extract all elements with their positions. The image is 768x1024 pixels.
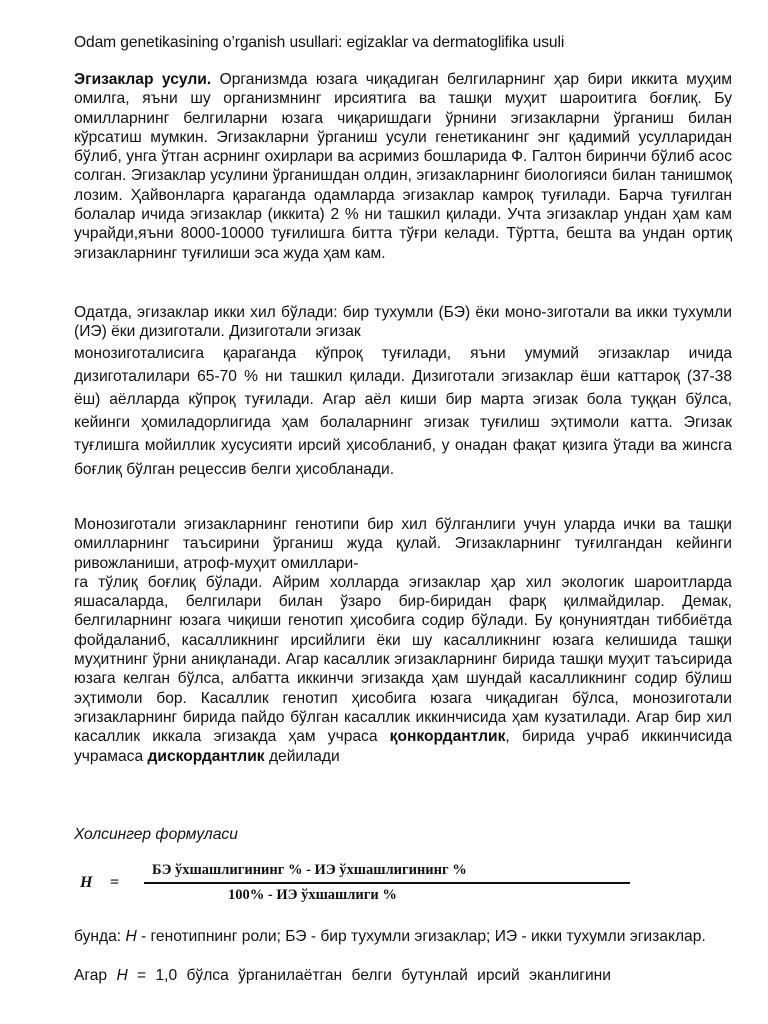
paragraph-twin-types	[74, 303, 732, 481]
twin-types-text: монозиготалисига қараганда кўпроқ туғилади, яъни умумий эгизаклар ичида дизиготалилари 65-70 % ни ташкил қилади. Дизиготали эгизаклар ёши каттароқ (37-38 ёш) аёлларда кўпроқ туғилади. Агар аёл киши бир марта эгизак бола туққан бўлса, кейинги ҳомиладорлигида ҳам болаларнинг эгизак туғилиш эҳтимоли катта. Эгизак туғлишга мойиллик хусусияти ирсий ҳисобланиб, у онадан фақат қизига ўтади ва жинсга боғлиқ бўлган рецессив белги ҳисобланади.	[74, 344, 732, 478]
formula-equals: =	[110, 874, 120, 891]
paragraph-interpretation	[74, 966, 732, 985]
legend-variable: H	[125, 928, 137, 945]
twin-types-line1: Одатда, эгизаклар икки хил бўлади: бир тухумли (БЭ) ёки моно-зиготали ва икки тухумли (ИЭ) ёки дизиготали. Дизиготали эгизак	[74, 304, 732, 341]
formula-numerator: БЭ ўхшашлигининг % - ИЭ ўхшашлигининг %	[152, 862, 467, 878]
formula-lhs: H	[80, 874, 93, 891]
interpretation-variable: H	[116, 967, 128, 984]
holzinger-formula-heading: Холсингер формуласи	[74, 826, 238, 843]
document-title: Odam genetikasining o’rganish usullari: egizaklar va dermatoglifika usuli	[74, 34, 565, 51]
twin-method-heading: Эгизаклар усули.	[74, 71, 212, 88]
interpretation-prefix: Агар	[74, 967, 117, 984]
term-discordance: дискордантлик	[147, 747, 265, 765]
monozygotic-text-2: га тўлиқ боғлиқ бўлади. Айрим холларда эгизаклар ҳар хил экологик шароитларда яшасаларда, белгилари билан ўзаро бир-биридан фарқ қилмайдилар. Демак, белгиларнинг юзага чиқиши генотип ҳисобига содир бўлади. Бу қонуниятдан тиббиётда фойдаланиб, касалликнинг ирсийлиги ёки шу касалликнинг юзага келишида ташқи муҳитнинг ўрни аниқланади. Агар касаллик эгизакларнинг бирида ташқи муҳит таъсирида юзага келган бўлса, албатта иккинчи эгизакда ҳам шундай касалликнинг содир бўлиш эҳтимоли бор. Касаллик генотип ҳисобига юзага чиқадиган бўлса, монозиготали эгизакларнинг бирида пайдо бўлган касаллик иккинчисида ҳам кузатилади. Агар бир хил касаллик иккала эгизакда ҳам учраса	[74, 573, 732, 746]
twin-method-text: Организмда юзага чиқадиган белгиларнинг ҳар бири иккита муҳим омилга, яъни шу организмнинг ирсиятига ва ташқи муҳит шароитига боғлиқ. Бу омилларнинг белгиларни юзага чиқаришдаги ўрнини эгизакларни ўрганиш билан кўрсатиш мумкин. Эгизакларни ўрганиш усули генетиканинг энг қадимий усулларидан бўлиб, унга ўтган асрнинг охирлари ва асримиз бошларида Ф. Галтон биринчи бўлиб асос солган. Эгизаклар усулини ўрганишдан олдин, эгизакларнинг биологияси билан танишмоқ лозим. Ҳайвонларга қараганда одамларда эгизаклар камроқ туғилади. Барча туғилган болалар ичида эгизаклар (иккита) 2 % ни ташкил қилади. Учта эгизаклар ундан ҳам кам учрайди,яъни 8000-10000 туғилишга битта тўғри келади. Тўртта, бешта ва ундан ортиқ эгизакларнинг туғилиши эса жуда ҳам кам.	[74, 71, 733, 262]
legend-prefix: бунда:	[74, 928, 126, 945]
paragraph-legend	[74, 927, 732, 946]
monozygotic-text-4: дейилади	[264, 747, 340, 765]
holzinger-formula	[80, 862, 580, 912]
paragraph-monozygotic	[74, 515, 732, 766]
fraction-bar	[144, 882, 630, 884]
interpretation-text: = 1,0 бўлса ўрганилаётган белги бутунлай ирсий эканлигини	[127, 967, 612, 984]
paragraph-twin-method	[74, 70, 732, 263]
formula-denominator: 100% - ИЭ ўхшашлиги %	[228, 887, 397, 903]
monozygotic-text-3: , бирида учраб иккинчисида учрамаса	[74, 728, 732, 765]
term-concordance: қонкордантлик	[389, 728, 506, 746]
legend-text: - генотипнинг роли; БЭ - бир тухумли эгизаклар; ИЭ - икки тухумли эгизаклар.	[136, 928, 706, 945]
monozygotic-text-1: Монозиготали эгизакларнинг генотипи бир хил бўлганлиги учун уларда ички ва ташқи омилларнинг таъсирини ўрганиш жуда қулай. Эгизакларнинг туғилгандан кейинги ривожланиши, атроф-муҳит омиллари-	[74, 516, 732, 572]
